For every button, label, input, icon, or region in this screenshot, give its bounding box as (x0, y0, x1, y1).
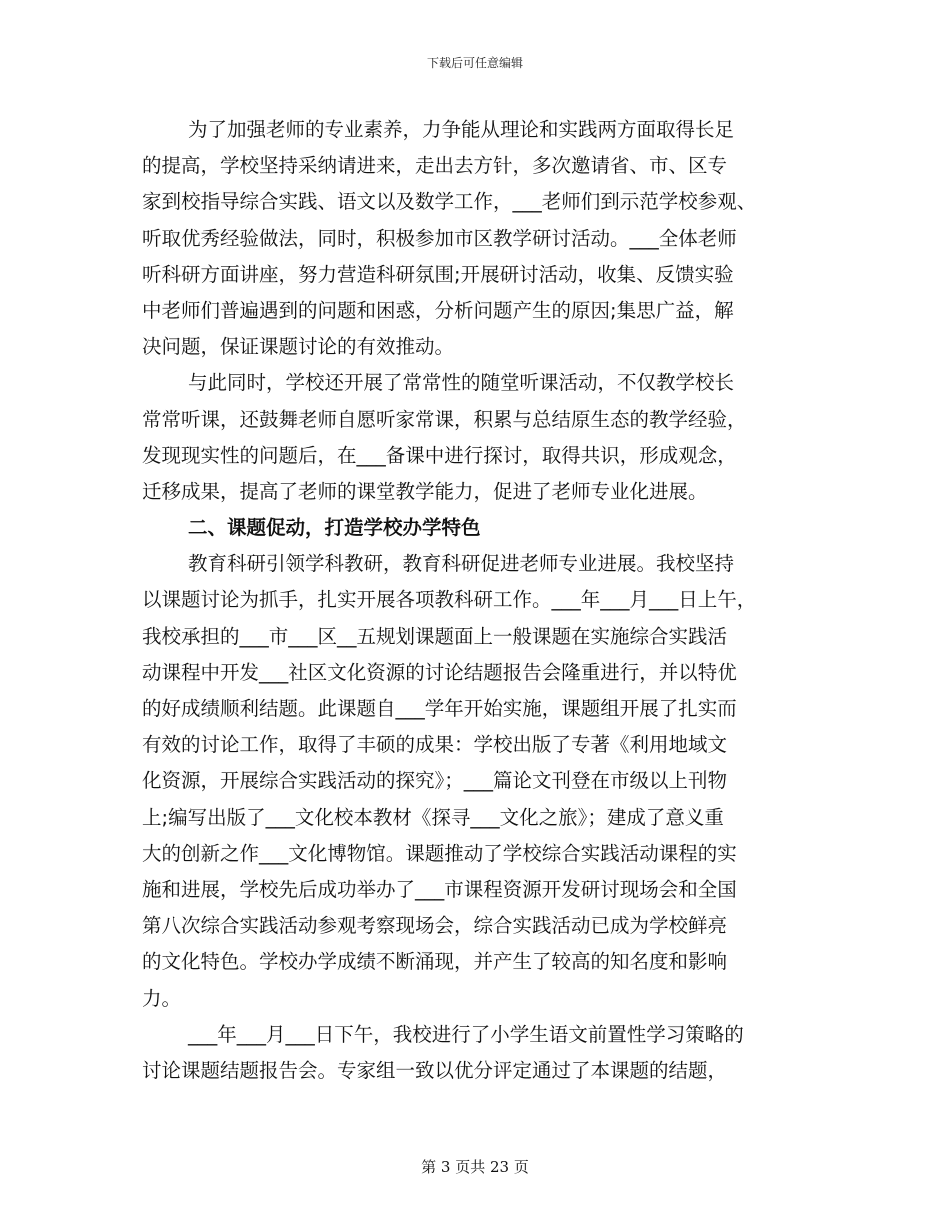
text-line: ___年___月___日下午，我校进行了小学生语文前置性学习策略的 (188, 1022, 744, 1046)
text-line: 有效的讨论工作，取得了丰硕的成果：学校出版了专著《利用地域文 (142, 733, 728, 757)
text-line: 动课程中开发___社区文化资源的讨论结题报告会隆重进行，并以特优 (142, 660, 737, 684)
text-line: 决问题，保证课题讨论的有效推动。 (142, 335, 455, 359)
body-text (142, 112, 808, 1089)
text-line: 大的创新之作___文化博物馆。课题推动了学校综合实践活动课程的实 (142, 841, 737, 865)
text-line: 的好成绩顺利结题。此课题自___学年开始实施，课题组开展了扎实而 (142, 697, 737, 720)
text-line: 力。 (142, 986, 182, 1010)
text-line: 常常听课，还鼓舞老师自愿听家常课，积累与总结原生态的教学经验， (142, 407, 747, 431)
text-line: 迁移成果，提高了老师的课堂教学能力，促进了老师专业化进展。 (142, 479, 708, 503)
page-header: 下载后可任意编辑 (426, 56, 523, 70)
text-line: 化资源，开展综合实践活动的探究》；___篇论文刊登在市级以上刊物 (142, 769, 728, 793)
text-line: 我校承担的___市___区__五规划课题面上一般课题在实施综合实践活 (142, 624, 728, 648)
text-line: 听科研方面讲座，努力营造科研氛围;开展研讨活动，收集、反馈实验 (142, 262, 734, 286)
text-line: 的文化特色。学校办学成绩不断涌现，并产生了较高的知名度和影响 (142, 950, 728, 974)
section-heading: 二、课题促动，打造学校办学特色 (188, 516, 481, 540)
text-line: 上;编写出版了___文化校本教材《探寻___文化之旅》；建成了意义重 (142, 805, 724, 829)
text-line: 讨论课题结题报告会。专家组一致以优分评定通过了本课题的结题， (142, 1058, 728, 1082)
page-footer: 第 3 页共 23 页 (421, 1158, 529, 1176)
text-line: 中老师们普遍遇到的问题和困惑，分析问题产生的原因;集思广益，解 (142, 298, 734, 322)
text-line: 听取优秀经验做法，同时，积极参加市区教学研讨活动。___全体老师 (142, 226, 737, 250)
text-line: 教育科研引领学科教研，教育科研促进老师专业进展。我校坚持 (188, 552, 735, 576)
text-line: 为了加强老师的专业素养，力争能从理论和实践两方面取得长足 (188, 118, 735, 141)
text-line: 第八次综合实践活动参观考察现场会，综合实践活动已成为学校鲜亮 (142, 914, 728, 938)
text-line: 以课题讨论为抓手，扎实开展各项教科研工作。___年___月___日上午， (142, 588, 757, 612)
text-line: 的提高，学校坚持采纳请进来，走出去方针，多次邀请省、市、区专 (142, 154, 728, 178)
text-line: 施和进展，学校先后成功举办了___市课程资源开发研讨现场会和全国 (142, 877, 737, 901)
text-line: 家到校指导综合实践、语文以及数学工作，___老师们到示范学校参观、 (142, 190, 757, 214)
text-line: 与此同时，学校还开展了常常性的随堂听课活动，不仅教学校长 (188, 371, 735, 395)
text-line: 发现现实性的问题后，在___备课中进行探讨，取得共识，形成观念， (142, 443, 737, 467)
